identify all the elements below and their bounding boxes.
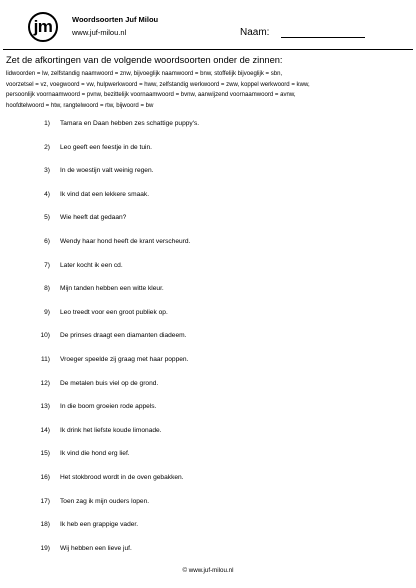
sentence-text: De prinses draagt een diamanten diadeem.	[60, 332, 187, 340]
sentence-item	[31, 355, 391, 379]
sentence-text: Tamara en Daan hebben zes schattige puppy's.	[60, 120, 200, 127]
sentence-item	[31, 379, 391, 403]
sentence-number: 4)	[44, 190, 50, 198]
sentence-item	[31, 520, 391, 544]
sentence-number: 7)	[44, 261, 50, 269]
sentence-number: 5)	[44, 214, 50, 222]
sentence-item	[31, 213, 391, 237]
sentence-number: 8)	[44, 285, 50, 293]
sentence-number: 19)	[40, 544, 50, 552]
sentence-text: Het stokbrood wordt in de oven gebakken.	[60, 473, 184, 481]
sentence-number: 6)	[44, 237, 50, 245]
sentence-item	[31, 331, 391, 355]
sentence-number: 11)	[40, 355, 50, 363]
sentence-number: 9)	[44, 308, 50, 316]
header-divider	[3, 49, 413, 50]
sentence-text: Mijn tanden hebben een witte kleur.	[60, 285, 164, 293]
sentence-number: 17)	[40, 497, 50, 505]
name-field-line[interactable]	[281, 37, 365, 38]
legend-line: hoofdtelwoord = htw, rangtelwoord = rtw, bijwoord = bw	[6, 102, 154, 109]
sentence-text: Ik drink het liefste koude limonade.	[60, 426, 162, 434]
name-label: Naam:	[240, 27, 270, 38]
sentence-item	[31, 143, 391, 167]
sentence-item	[31, 426, 391, 450]
sentence-item	[31, 449, 391, 473]
legend-line: voorzetsel = vz, voegwoord = vw, hulpwerkwoord = hww, zelfstandig werkwoord = zww, koppel werkwoord = kww,	[6, 81, 310, 88]
sentence-item	[31, 473, 391, 497]
site-title: Woordsoorten Juf Milou	[72, 15, 159, 24]
sentence-number: 14)	[40, 426, 50, 434]
sentence-text: Vroeger speelde zij graag met haar poppen.	[60, 355, 189, 363]
sentence-item	[31, 402, 391, 426]
sentence-number: 18)	[40, 521, 50, 529]
sentence-text: Leo geeft een feestje in de tuin.	[60, 143, 153, 151]
sentence-text: In de woestijn valt weinig regen.	[60, 167, 154, 175]
sentence-number: 2)	[44, 143, 50, 151]
sentence-item	[31, 237, 391, 261]
abbreviation-legend	[6, 69, 410, 111]
sentence-item	[31, 544, 391, 568]
sentence-number: 15)	[40, 450, 50, 458]
sentence-number: 10)	[40, 332, 50, 340]
sentence-text: Ik heb een grappige vader.	[60, 521, 139, 529]
sentence-text: Ik vind dat een lekkere smaak.	[60, 190, 150, 198]
sentence-number: 16)	[40, 473, 50, 481]
sentence-item	[31, 308, 391, 332]
sentence-text: Later kocht ik een cd.	[60, 261, 123, 269]
site-url: www.juf-milou.nl	[72, 28, 127, 37]
sentence-number: 1)	[44, 120, 50, 127]
sentence-list	[31, 119, 391, 567]
sentence-item	[31, 261, 391, 285]
logo-text: jm	[33, 16, 53, 36]
footer-copyright: © www.juf-milou.nl	[182, 567, 234, 574]
sentence-text: Ik vind die hond erg lief.	[60, 450, 130, 458]
instruction-text: Zet de afkortingen van de volgende woordsoorten onder de zinnen:	[6, 55, 283, 65]
sentence-item	[31, 497, 391, 521]
sentence-text: Toen zag ik mijn ouders lopen.	[60, 497, 150, 505]
sentence-item	[31, 284, 391, 308]
legend-line: lidwoorden = lw, zelfstandig naamwoord = znw, bijvoeglijk naamwoord = bnw, stoffelijk bijvoeglijk = sbn,	[6, 71, 283, 77]
sentence-text: Wendy haar hond heeft de krant verscheurd.	[60, 237, 191, 245]
sentence-item	[31, 166, 391, 190]
jm-logo	[28, 12, 58, 42]
sentence-number: 13)	[40, 403, 50, 411]
sentence-item	[31, 119, 391, 143]
sentence-text: In die boom groeien rode appels.	[60, 403, 157, 411]
sentence-text: Wie heeft dat gedaan?	[60, 214, 127, 222]
sentence-text: De metalen buis viel op de grond.	[60, 379, 159, 387]
sentence-item	[31, 190, 391, 214]
legend-line: persoonlijk voornaamwoord = pvnw, bezittelijk voornaamwoord = bvnw, aanwijzend voornaamwoord = avnw,	[6, 92, 296, 99]
sentence-number: 12)	[40, 379, 50, 387]
sentence-text: Wij hebben een lieve juf.	[60, 544, 132, 552]
sentence-text: Leo treedt voor een groot publiek op.	[60, 308, 168, 316]
sentence-number: 3)	[44, 167, 50, 175]
